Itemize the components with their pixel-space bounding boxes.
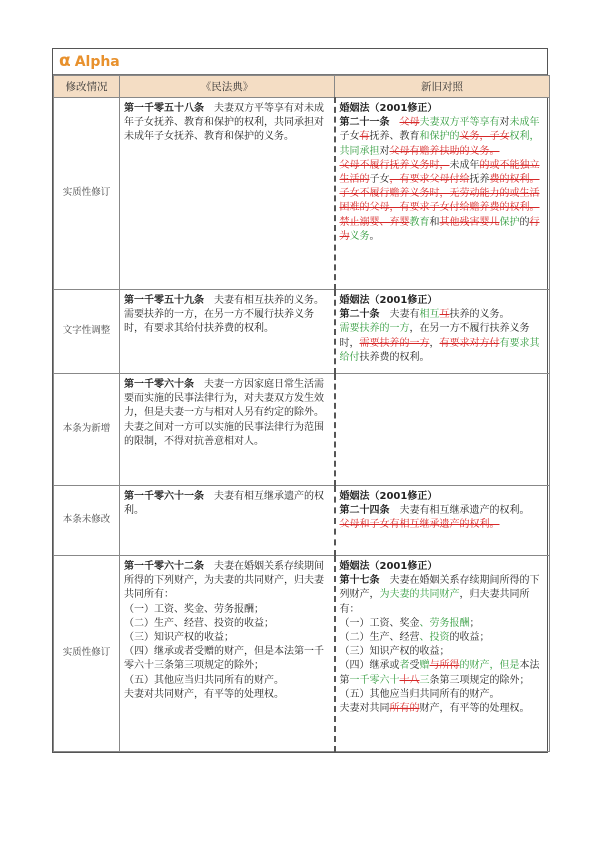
civil-code-cell — [120, 98, 335, 290]
header-comparison: 新旧对照 — [335, 76, 550, 98]
added-text: 保护 — [499, 216, 520, 228]
added-text: 夫妻双方平等享有 — [419, 117, 500, 129]
civil-article — [124, 102, 330, 145]
table-row — [54, 290, 550, 374]
deleted-text: 子女不履行赡养义务时，无劳动能力的或生活困难的父母，有要求子女付给赡养费的权利。 — [339, 188, 540, 214]
added-text: 未成年 — [509, 117, 540, 129]
unchanged-text: （四）继承或 — [339, 660, 400, 672]
article-number: 第一千零六十一条 — [124, 491, 204, 502]
added-text: 相互 — [419, 309, 440, 321]
unchanged-text: 扶养的义务。 — [449, 309, 510, 321]
added-text: 、劳务报酬 — [419, 617, 470, 629]
old-law-text — [340, 504, 546, 532]
comparison-sheet — [52, 48, 548, 753]
added-text: 者 — [399, 660, 410, 672]
unchanged-text: 夫妻有相互继承遗产的权利。 — [389, 505, 530, 517]
header-civil-code: 《民法典》 — [120, 76, 335, 98]
status-cell: 本条为新增 — [54, 374, 120, 486]
old-article-number: 第十七条 — [339, 575, 380, 587]
deleted-text: 与所得 — [429, 660, 460, 672]
deleted-text: ，有要求父母付给 — [389, 174, 470, 186]
article-number: 第一千零五十八条 — [124, 103, 204, 114]
unchanged-text: （二）生产、经营 — [339, 632, 420, 644]
old-article-number: 第二十四条 — [339, 505, 390, 517]
deleted-text: 有 — [359, 131, 370, 143]
old-law-cell — [335, 486, 550, 556]
unchanged-text: ，在另一方不履行扶养义务时， — [339, 323, 530, 349]
added-text: 需要扶养的一方 — [339, 323, 410, 335]
old-law-text — [340, 308, 546, 365]
article-item: （二）生产、经营、投资的收益； — [124, 617, 274, 629]
old-article-number: 第二十一条 — [339, 117, 390, 129]
article-text: 夫妻在婚姻关系存续期间所得的下列财产，为夫妻的共同财产，归夫妻共同所有： — [124, 561, 324, 601]
unchanged-text: ， — [429, 337, 440, 349]
article-number: 第一千零六十二条 — [124, 561, 204, 572]
article-text: 夫妻一方因家庭日常生活需要而实施的民事法律行为，对夫妻双方发生效力，但是夫妻一方与相对人另有约定的除外。 — [124, 379, 324, 419]
unchanged-text: 夫妻对共同 — [339, 703, 390, 715]
old-article-number: 第二十条 — [339, 309, 380, 321]
added-text: 三 — [419, 674, 430, 686]
article-item: 夫妻对共同财产，有平等的处理权。 — [124, 688, 284, 700]
deleted-text: 行为 — [339, 216, 540, 242]
unchanged-text: 抚养 — [469, 174, 490, 186]
unchanged-text: 子女 — [339, 131, 360, 143]
old-law-title: 婚姻法（2001修正） — [339, 491, 438, 502]
civil-article — [124, 294, 330, 308]
unchanged-text: 本法第 — [339, 660, 540, 686]
deleted-text: 义务，子女 — [459, 131, 510, 143]
deleted-text: 父母有赡养扶助的义务。 — [389, 145, 500, 157]
status-cell: 实质性修订 — [54, 556, 120, 752]
deleted-text: 父母不履行抚养义务时， — [339, 159, 450, 171]
added-text: 、投资 — [419, 632, 450, 644]
added-text: 一千零六十 — [349, 674, 400, 686]
added-text: 教育 — [409, 216, 430, 228]
unchanged-text: 对 — [499, 117, 510, 129]
article-text: 夫妻双方平等享有对未成年子女抚养、教育和保护的权利，共同承担对未成年子女抚养、教育和保护的义务。 — [124, 103, 324, 143]
deleted-text: 需要扶养的一方 — [359, 337, 430, 349]
unchanged-text: 子女 — [369, 174, 390, 186]
civil-code-cell — [120, 290, 335, 374]
unchanged-text: 抚养、教育 — [369, 131, 420, 143]
unchanged-text: 对 — [379, 145, 390, 157]
deleted-text: 父母 — [399, 117, 420, 129]
unchanged-text: 受 — [409, 660, 420, 672]
unchanged-text: 。 — [369, 230, 380, 242]
unchanged-text — [390, 117, 400, 128]
unchanged-text: （五）其他应当归共同所有的财产。 — [339, 688, 500, 700]
old-law-cell — [335, 290, 550, 374]
table-row — [54, 486, 550, 556]
old-law-cell — [335, 374, 550, 486]
unchanged-text: 夫妻在婚姻关系存续期间所得的下列财产， — [339, 575, 540, 601]
old-law-text — [340, 574, 546, 716]
unchanged-text: 和 — [429, 216, 440, 228]
article-text: 夫妻有相互继承遗产的权利。 — [124, 491, 324, 517]
old-law-title: 婚姻法（2001修正） — [339, 295, 438, 306]
article-paragraph: 夫妻之间对一方可以实施的民事法律行为范围的限制，不得对抗善意相对人。 — [124, 421, 324, 447]
unchanged-text: ，归夫妻共同所有： — [339, 589, 530, 615]
old-law-text — [340, 116, 546, 244]
article-paragraph: 需要扶养的一方，在另一方不履行扶养义务时，有要求其给付扶养费的权利。 — [124, 309, 314, 335]
brand-name: Alpha — [74, 53, 120, 70]
unchanged-text: ； — [469, 617, 480, 629]
old-law-cell — [335, 556, 550, 752]
header-row — [54, 76, 550, 98]
added-text: 义务 — [349, 230, 370, 242]
unchanged-text: 未成年 — [449, 159, 480, 171]
table-row — [54, 98, 550, 290]
civil-code-cell — [120, 374, 335, 486]
unchanged-text: （一）工资、奖金 — [339, 617, 420, 629]
article-item: （三）知识产权的收益； — [124, 632, 234, 644]
unchanged-text: 财产，有平等的处理权。 — [419, 703, 530, 715]
added-text: 权利，共同承担 — [339, 131, 540, 157]
article-number: 第一千零六十条 — [124, 379, 194, 390]
civil-article — [124, 490, 330, 518]
article-text: 夫妻有相互扶养的义务。 — [204, 295, 324, 306]
civil-code-cell — [120, 486, 335, 556]
deleted-text: 所有的 — [389, 703, 420, 715]
unchanged-text: 的 — [519, 216, 530, 228]
unchanged-text: 扶养费的权利。 — [359, 351, 430, 363]
status-cell: 实质性修订 — [54, 98, 120, 290]
brand-bar — [53, 49, 547, 75]
old-law-title: 婚姻法（2001修正） — [339, 561, 438, 572]
civil-article — [124, 378, 330, 421]
article-item: （四）继承或者受赠的财产，但是本法第一千零六十三条第三项规定的除外； — [124, 646, 324, 672]
deleted-text: 十八 — [399, 674, 420, 686]
alpha-logo-icon: α — [59, 51, 71, 71]
unchanged-text: 条第三项规定的除外； — [429, 674, 530, 686]
unchanged-text: 夫妻有 — [379, 309, 420, 321]
article-item: （五）其他应当归共同所有的财产。 — [124, 674, 284, 686]
civil-article — [124, 560, 330, 603]
unchanged-text: 的收益； — [449, 632, 490, 644]
civil-code-cell — [120, 556, 335, 752]
added-text: 有要求其给付 — [339, 337, 540, 363]
deleted-text: 有要求对方付 — [439, 337, 500, 349]
added-text: 的财产，但是 — [459, 660, 520, 672]
header-status: 修改情况 — [54, 76, 120, 98]
unchanged-text: （三）知识产权的收益； — [339, 646, 450, 658]
comparison-table — [53, 75, 550, 752]
deleted-text: 互 — [439, 309, 450, 321]
deleted-text: 的或不能独立生活的 — [339, 159, 540, 186]
article-number: 第一千零五十九条 — [124, 295, 204, 306]
old-law-title: 婚姻法（2001修正） — [339, 103, 438, 114]
deleted-text: 其他残害婴儿 — [439, 216, 500, 228]
deleted-text: 费的权利。 — [489, 174, 540, 186]
deleted-text: 父母和子女有相互继承遗产的权利。 — [339, 519, 500, 531]
deleted-text: 禁止溺婴、弃婴 — [339, 216, 410, 228]
table-row — [54, 374, 550, 486]
status-cell: 文字性调整 — [54, 290, 120, 374]
table-row — [54, 556, 550, 752]
added-text: 赠 — [419, 660, 430, 672]
status-cell: 本条未修改 — [54, 486, 120, 556]
old-law-cell — [335, 98, 550, 290]
added-text: 为夫妻的共同财产 — [379, 589, 460, 601]
article-item: （一）工资、奖金、劳务报酬； — [124, 603, 264, 615]
added-text: 和保护的 — [419, 131, 460, 143]
